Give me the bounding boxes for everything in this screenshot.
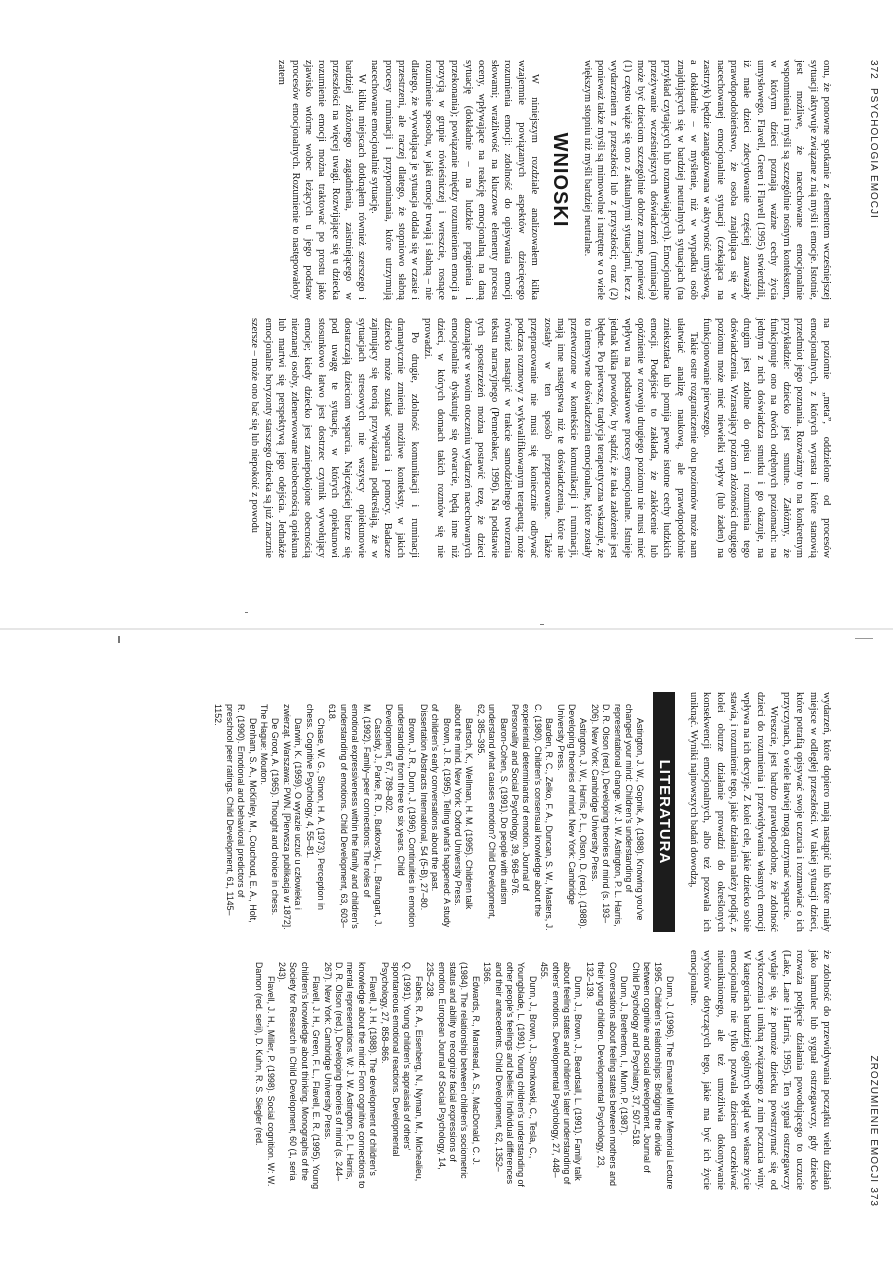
- paragraph: wydarzeń, które dopiero mają nastąpić lub które miały miejsce w odległej przeszłości. W takiej sytuacji dzieci, które potrafią opisywać swoje uczucia i rozmawiać o ich przyczynach, o wiele łatwiej mogą otrzymać wsparcie.: [781, 692, 832, 932]
- right-column-1: [212, 692, 833, 932]
- reference-entry: Edwards, R., Manstead, A. S., MacDonald, C. J. (1984). The relationship between children's sociometric status and ability to recognize facial expressions of emotion. European Journal of Social Psychology, 14, 235–238.: [425, 962, 481, 1179]
- right-column-2: [253, 950, 833, 1190]
- gutter: [0, 628, 893, 630]
- reference-list: [212, 692, 645, 932]
- paragraph: na poziomie „meta”, oddzielone od procesów emocjonalnych, z których wyrasta i które stanowią przedmiot jego poznania. Rozważmy to na konkretnym przykładzie: dziecko jest smutne. Załóżmy, że funkcjonuje ono na dwóch odrębnych poziomach: na jednym z nich doświadcza smutku i go okazuje, na drugim jest zdolne do opisu i rozumienia tego doświadczenia. Wzrastający poziom złożoności drugiego poziomu może mieć niewielki wpływ (lub żaden) na funkcjonowanie pierwszego.: [701, 318, 832, 558]
- paragraph: że zdolność do przewidywania początku wielu działań jako hamulec lub sygnał ostrzegawczy, gdy dziecko rozważa podjęcie działania powodującego to uczucie (Lake, Lane i Harris, 1995). Ten sygnał ostrzegawczy wydaje się, że pomoże dziecku powstrzymać się od wykroczenia i unikną związanego z nim poczucia winy. W kategoriach bardziej ogólnych wgląd we własne życie emocjonalne nie tylko pozwala dzieciom oczekiwać nieuniknionego, ale też umożliwia dokonywanie wyborów dotyczących tego, jakie ma być ich życie emocjonalne.: [688, 950, 832, 1190]
- reference-entry: Brown, J. R., Dunn, J. (1996). Continuities in emotion understanding from three to six years. Child Development, 67, 789–802.: [384, 704, 418, 928]
- reference-entry: Flavell, J. H., Green, F. L., Flavell, E. R. (1995). Young children's knowledge about thinking. Monographs of the Society for Research in Child Development, 60 (1, seria 243).: [276, 962, 322, 1190]
- right-page: [0, 640, 893, 1263]
- reference-entry: Flavell, J. H., Miller, P. (1998). Social cognition. W: W. Damon (red. serii), D. Kuhn, R. S. Siegler (red.: [254, 962, 276, 1187]
- reference-entry: Flavell, J. H. (1988). The development of children's knowledge about the mind: From cognitive connections to mental representations. W: J. W. Astington, P. L. Harris, D. R. Olson (red.), Developing theories of mind (s. 244–267). New York: Cambridge University Press.: [322, 962, 379, 1189]
- running-head: ZROZUMIENIE EMOCJI: [868, 1055, 879, 1183]
- section-heading-literature: LITERATURA: [653, 692, 674, 932]
- left-page: [0, 0, 893, 620]
- page-number: 372: [868, 60, 879, 80]
- scan-mark: [855, 638, 873, 639]
- left-column-2: [248, 318, 833, 558]
- paragraph: W niniejszym rozdziale analizowałem kilka wzajemnie powiązanych aspektów dziecięcego rozumienia emocji: zdolność do opisywania emocji słowami; wrażliwość na kluczowe elementy procesu oceny, wpływające na reakcję emocjonalną na daną sytuację (dokładnie – na ludzkie pragnienia i przekonania); powiązanie między rozumieniem emocji a pozycją w grupie rówieśniczej i wreszcie, rosnące rozumienie sposobu, w jaki emocje trwają i słabną – nie dlatego, że wywołująca je sytuacja oddala się w czasie i przestrzeni, ale raczej dlatego, że stopniowo słabną procesy ruminacji i przypominania, które utrzymują nacechowane emocjonalnie sytuację.: [369, 60, 541, 300]
- paragraph: Wreszcie, jest bardzo prawdopodobne, że zdolność dzieci do rozumienia i przewidywania własnych emocji wpływa na ich decyzje. Z kolei cele, jakie dziecko sobie stawia, i rozumienie tego, jakie działania należy podjąć, z kolei oburze działanie prowadzi do określonych konsekwencji emocjonalnych, albo też pozwala ich uniknąć. Wyniki najnowszych badań dowodzą,: [688, 692, 779, 932]
- paragraph: Po drugie, zdolność komunikacji i ruminacji dramatycznie zmienia możliwe konteksty, w jakich dziecko może szukać wsparcia i pomocy. Badacze zajmujący się teorią przywiązania podkreślają, że w sytuacjach stresowych nie wszyscy opiekunowie dostarczają dzieciom wsparcia. Najczęściej bierze się pod uwagę te sytuacje, w których opiekunowi stosunkowo łatwo jest dostrzec czynnik wywołujący emocje; kiedy dziecko jest zaniepokojone obecnością nieznanej osoby, zdenerwowane nieobecnością opiekuna lub martwi się perspektywą jego odejścia. Jednakże emocjonalne horyzonty starszego dziecka są już znacznie szersze – może ono bać się lub niepokoić z powodu: [249, 318, 420, 558]
- paragraph: W kilku miejscach dotknąłem również szerszego i bardziej złożonego zagadnienia, zaistniejącego w przeszłości na więcej uwagi. Rozwijające się u dziecka rozumienie emocji można traktować po prostu jako zjawisko wtórne wobec leżących u jego podstaw procesów emocjonalnych. Rozumienie to następowałoby zatem: [276, 60, 368, 300]
- reference-entry: Darwin, K. (1959). O wyrazie uczuć u człowieka i zwierząt. Warszawa: PWN. [Pierwsza publikacja w 1872].: [281, 704, 304, 930]
- reference-entry: Fabes, R. A., Eisenberg, N., Nyman, M., Michealieu, Q. (1991). Young children's appraisals of others' spontaneous emotional reactions. Developmental Psychology, 27, 858–866.: [379, 962, 424, 1182]
- reference-entry: Baron-Cohen, S. (1991). Do people with autism understand what causes emotion? Child Development, 62, 385–395.: [475, 704, 509, 920]
- reference-list: [253, 950, 675, 1190]
- paragraph: onu, że ponowne spotkanie z elementem wcześniejszej sytuacji aktywuje związane z nią myśli i emocje. Istotnie, jest możliwe, że nacechowane emocjonalnie wspomnienia i myśli są szczególnie nośnym kontekstem, w którym dzieci poznają ważne cechy życia umysłowego. Flavell, Green i Flavell (1995) stwierdzili, iż małe dzieci zdecydowanie częściej zauważały prawdopodobieństwo, że osoba znajdująca się w nacechowanej emocjonalnie sytuacji (czekająca na zastrzyk) będzie zaangażowana w aktywność umysłową, a dokładnie – w myślenie, niż w wypadku osób znajdujących się w bardziej neutralnych sytuacjach (na przykład czytających lub rozmawiających). Emocjonalne przeżywanie wcześniejszych doświadczeń (ruminacja) może być dzieciom szczególnie dobrze znane, ponieważ (1) często wiąże się ono z aktualnymi sytuacjami, lecz z wydarzeniem z przeszłości lub z przyszłości; oraz (2) ponieważ także myśli są mimowolne i natrętne w o wiele większym stopniu niż myśli bardziej neutralne.: [581, 60, 832, 300]
- reference-entry: Cassidy, J., Parke, R. D., Butkovsky, L., Braungart, J. M. (1992). Family–peer connections: The roles of emotional expressiveness within the family and children's understanding of emotions. Child Development, 63, 603–618.: [327, 704, 384, 929]
- reference-entry: Bartsch, K., Wellman, H. M. (1995). Children talk about the mind. New York: Oxford University Press.: [452, 704, 475, 910]
- reference-entry: Denham, S. A., McKinley, M., Couchoud, E. A., Holt, R. (1990). Emotional and behavioral predictors of preschool peer ratings. Child Development, 61, 1145–1152.: [213, 704, 258, 923]
- reference-entry: Chase, W. G., Simon, H. A. (1973). Perception in chess. Cognitive Psychology, 4, 55–81.: [304, 704, 327, 910]
- reference-entry: Dunn, J., Bretherton, I., Munn, P. (1987). Conversations about feeling states between mothers and their young children. Developmental Psychology, 23, 132–139.: [584, 962, 630, 1186]
- reference-entry: Astington, J. W., Harris, P. L., Olson, D. (red.). (1988). Developing theories of mind. New York: Cambridge University Press.: [555, 704, 589, 929]
- reference-entry: Barden, R. C., Zelko, F. A., Duncan, S. W., Masters, J. C. (1980). Children's consensual knowledge about the experiential determinants of emotion. Journal of Personality and Social Psychology, 39, 968–976.: [509, 704, 555, 931]
- page-number: 373: [868, 1187, 879, 1207]
- left-column-1: [275, 60, 833, 300]
- reference-entry: Brown, J. R. (1995). Telling what's happened: A study of children's early conversations about the past. Dissertation Abstracts International, 54 (5-B), 27–80.: [418, 704, 452, 928]
- scan-mark: [245, 612, 248, 613]
- reference-entry: Dunn, J. (1996). The Emanuel Miller Memorial Lecture 1995. Children's relationships: Bridging the divide between cognitive and social development. Journal of Child Psychology and Psychiatry, 37, 507–518.: [630, 962, 675, 1190]
- section-heading-conclusions: WNIOSKI: [549, 132, 572, 228]
- reference-entry: Dunn, J., Brown, J., Beardsall, L. (1991). Family talk about feeling states and children's later understanding of others' emotions. Developmental Psychology, 27, 448–455.: [539, 962, 584, 1185]
- reference-entry: Dunn, J., Brown, J., Slomkowski, C., Tesla, C., Youngblade, L. (1991). Young children's understanding of other people's feelings and beliefs: Individual differences and their antecedents. Child Development, 62, 1352–1366.: [482, 962, 538, 1187]
- paragraph: Takie ostre rozgraniczenie obu poziomów może nam ułatwiać analizę naukową, ale prawdopodobnie zniekształca lub pomija pewne istotne cechy ludzkich emocji. Podejście to zakłada, że zakłócenie lub opóźnienie w rozwoju drugiego poziomu nie musi mieć wpływu na podstawowe procesy emocjonalne. Istnieje jednak kilka powodów, by sądzić, że taka założenie jest błędne. Po pierwsze, tradycja terapeutyczna wskazuje, że to intensywne doświadczenia emocjonalne, które zostały przetworzone w kontekście komunikacji i ruminacji, mają inne następstwa niż te doświadczenia, które nie zostały w ten sposób przepracowane. Także przepracowanie nie musi się koniecznie odbywać podczas rozmowy z wykwalifikowanym terapeutą; może również nastąpić w trakcie samodzielnego tworzenia tekstu narracyjnego (Pennebaker, 1996). Na podstawie tych sposterzeżeń można postawić tezę, że dzieci doznające w swoim otoczeniu wydarzeń nacechowanych emocjonalnie dyskutuje się otwarcie, będą inne niż dzieci, w których domach takich rozmów się nie prowadzi.: [422, 318, 700, 558]
- reference-entry: Astington, J. W., Gopnik, A. (1988). Knowing you've changed your mind: Children's understanding of representational change. W: J. W. Astington, P. L. Harris, D. R. Olson (red.), Developing theories of mind (s. 193–206). New York: Cambridge University Press.: [589, 704, 646, 927]
- scan-mark: [118, 636, 120, 643]
- reference-entry: De Groot, A. (1965). Thought and choice in chess. The Hague: Mouton.: [259, 704, 281, 916]
- running-head: PSYCHOLOGIA EMOCJI: [868, 88, 879, 219]
- scan-mark: [540, 624, 544, 625]
